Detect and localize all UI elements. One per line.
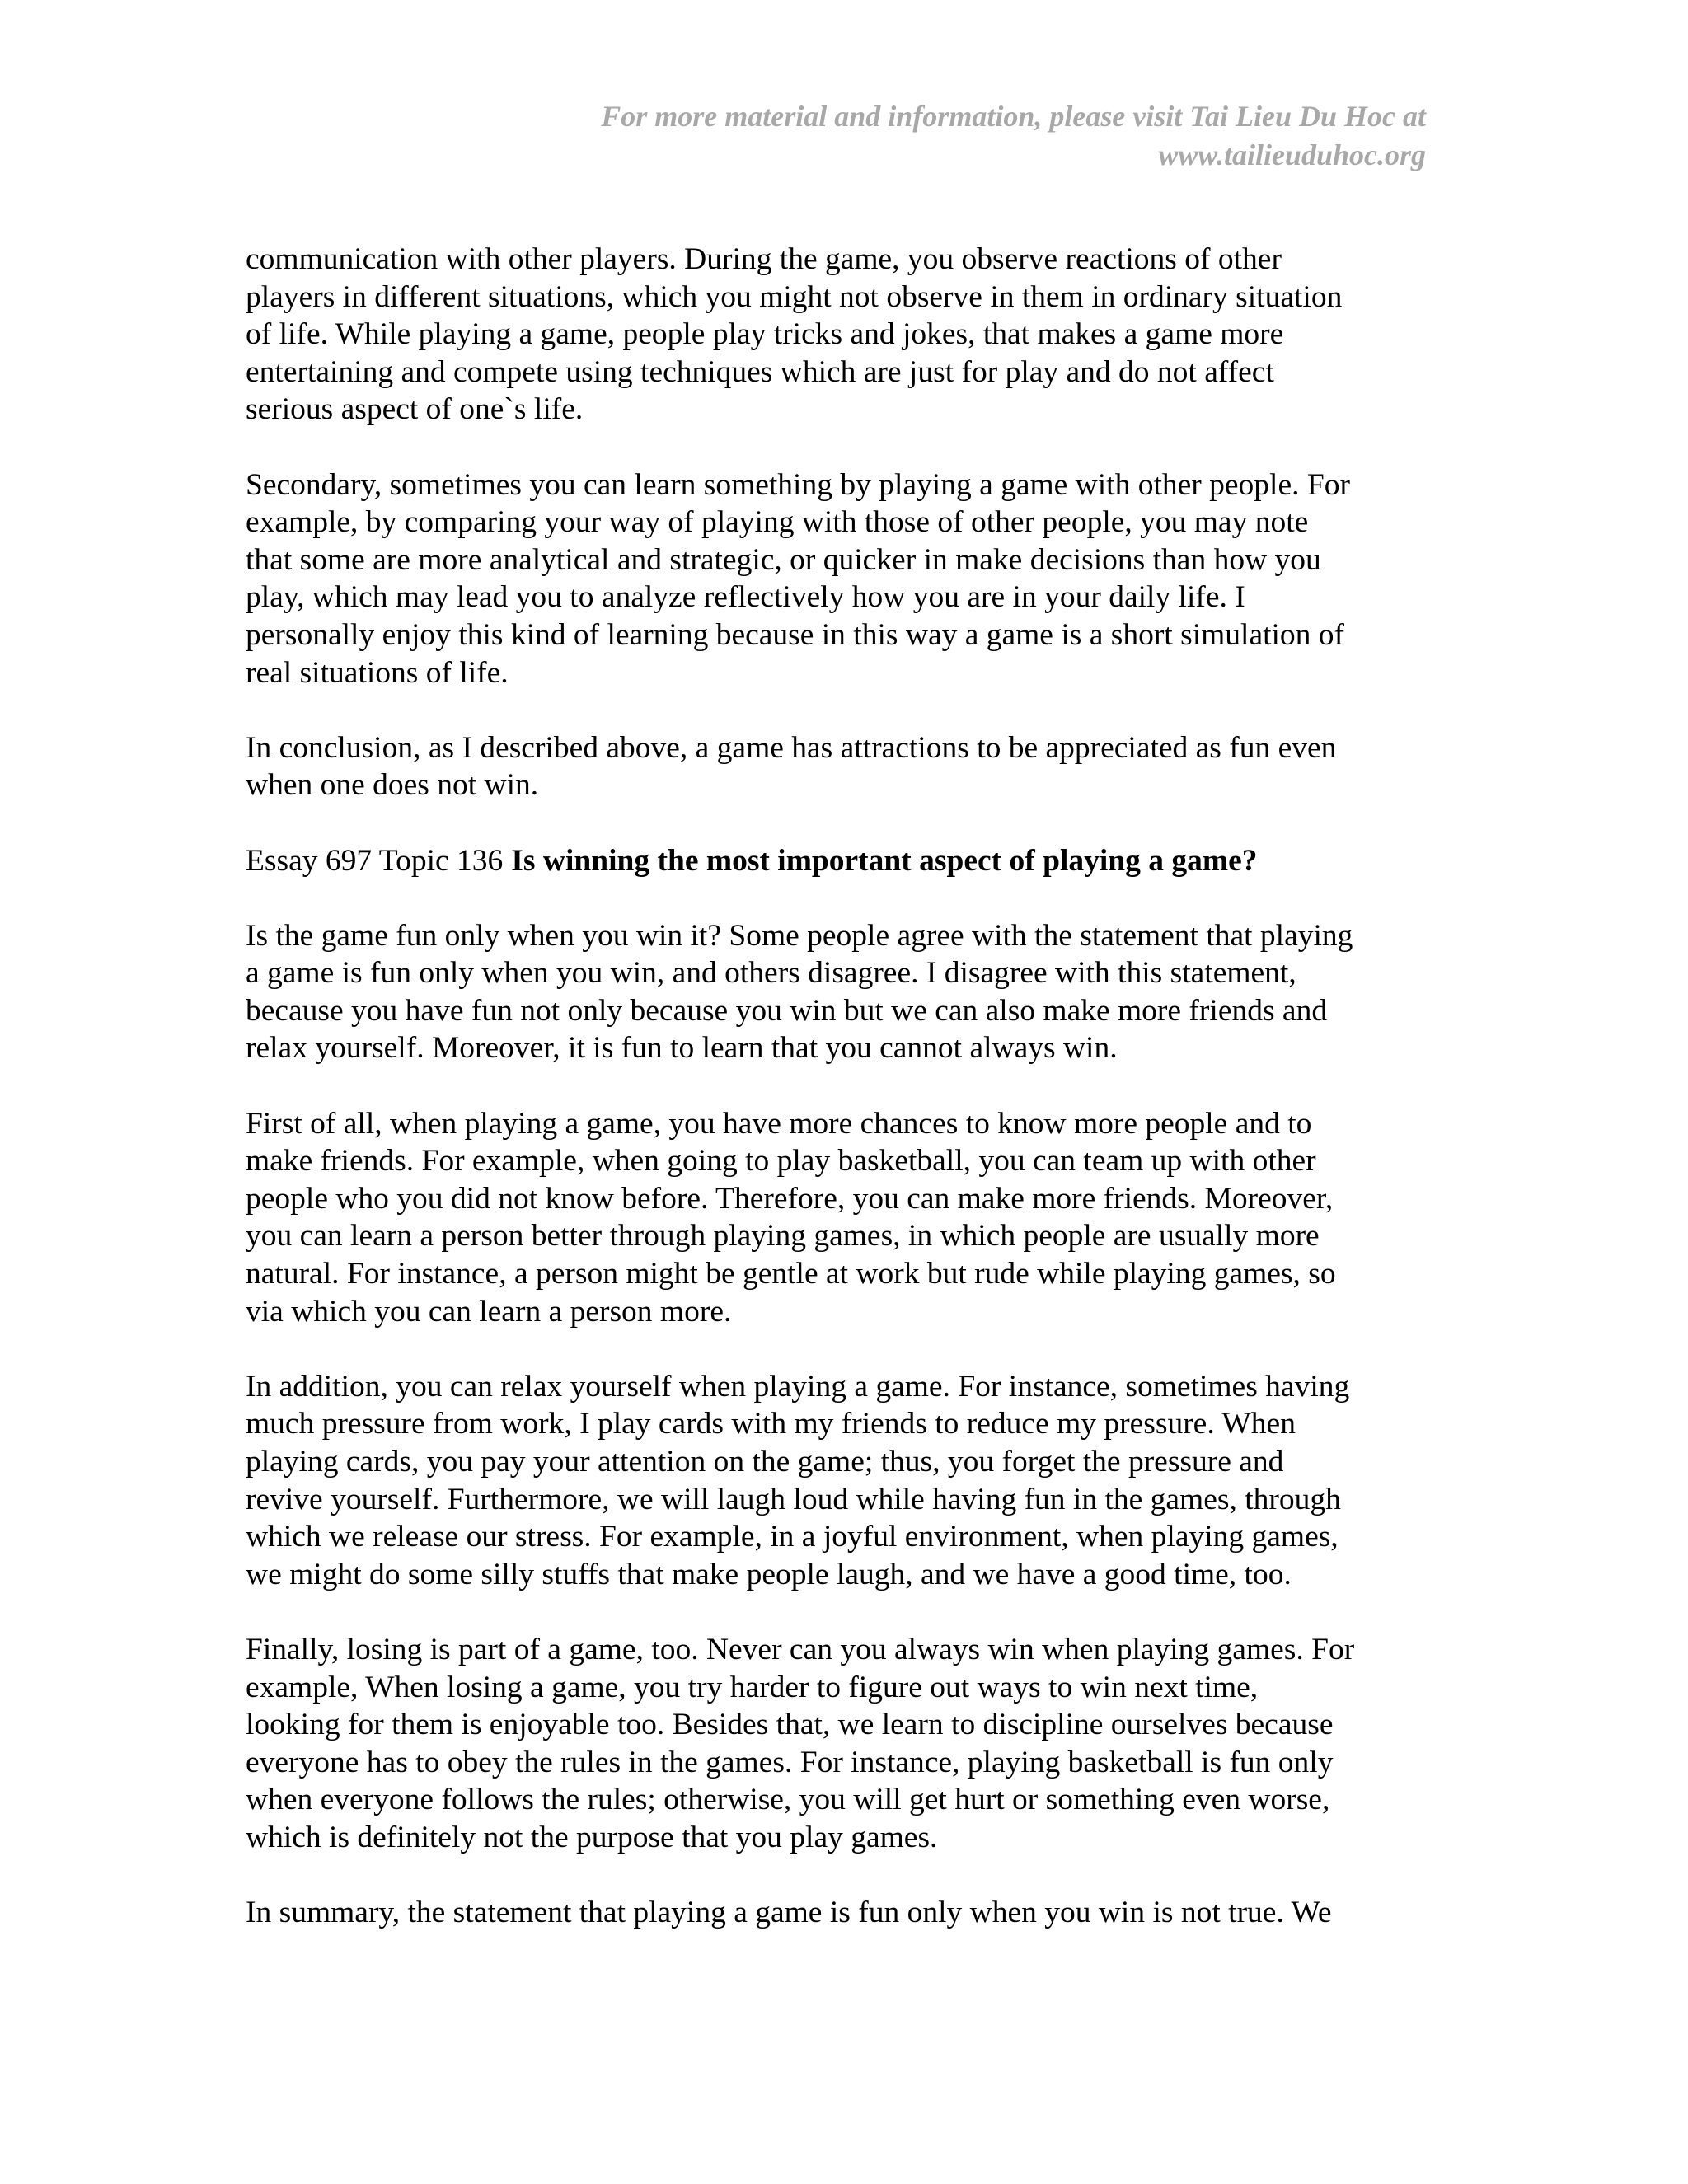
text-line: In addition, you can relax yourself when playing a game. For instance, sometimes having bbox=[246, 1369, 1350, 1404]
text-line: personally enjoy this kind of learning because in this way a game is a short simulation of bbox=[246, 617, 1345, 652]
paragraph bbox=[246, 241, 1432, 429]
text-line: play, which may lead you to analyze reflectively how you are in your daily life. I bbox=[246, 580, 1245, 615]
text-line: via which you can learn a person more. bbox=[246, 1294, 732, 1329]
text-line: serious aspect of one`s life. bbox=[246, 392, 584, 427]
text-line: because you have fun not only because you win but we can also make more friends and bbox=[246, 993, 1328, 1028]
page-header-note bbox=[272, 97, 1426, 175]
text-line: relax yourself. Moreover, it is fun to learn that you cannot always win. bbox=[246, 1031, 1118, 1066]
essay-topic-label: Essay 697 Topic 136 bbox=[246, 843, 504, 878]
paragraph bbox=[246, 1631, 1432, 1857]
text-line: a game is fun only when you win, and others disagree. I disagree with this statement, bbox=[246, 956, 1296, 991]
text-line: revive yourself. Furthermore, we will laugh loud while having fun in the games, through bbox=[246, 1482, 1341, 1516]
text-line: In summary, the statement that playing a game is fun only when you win is not true. We bbox=[246, 1896, 1332, 1930]
text-line: everyone has to obey the rules in the games. For instance, playing basketball is fun only bbox=[246, 1745, 1334, 1779]
text-line: playing cards, you pay your attention on the game; thus, you forget the pressure and bbox=[246, 1445, 1284, 1479]
text-line: Finally, losing is part of a game, too. Never can you always win when playing games. For bbox=[246, 1632, 1355, 1666]
text-line: we might do some silly stuffs that make people laugh, and we have a good time, too. bbox=[246, 1557, 1292, 1591]
paragraph bbox=[246, 466, 1432, 692]
text-line: example, When losing a game, you try harder to figure out ways to win next time, bbox=[246, 1670, 1259, 1704]
text-line: real situations of life. bbox=[246, 655, 509, 690]
text-line: when everyone follows the rules; otherwise, you will get hurt or something even worse, bbox=[246, 1783, 1330, 1817]
text-line: people who you did not know before. Therefore, you can make more friends. Moreover, bbox=[246, 1181, 1334, 1216]
text-line: Secondary, sometimes you can learn something by playing a game with other people. For bbox=[246, 467, 1350, 502]
text-line: natural. For instance, a person might be gentle at work but rude while playing games, so bbox=[246, 1257, 1336, 1291]
text-line: when one does not win. bbox=[246, 768, 539, 803]
header-line-2: www.tailieuduhoc.org bbox=[1158, 138, 1426, 171]
essay-question-title: Is winning the most important aspect of playing a game? bbox=[511, 843, 1258, 878]
text-line: you can learn a person better through playing games, in which people are usually more bbox=[246, 1219, 1320, 1254]
text-line: example, by comparing your way of playing with those of other people, you may note bbox=[246, 505, 1309, 540]
text-line: that some are more analytical and strategic, or quicker in make decisions than how you bbox=[246, 542, 1321, 577]
header-line-1: For more material and information, please visit Tai Lieu Du Hoc at bbox=[601, 100, 1426, 133]
paragraph bbox=[246, 1368, 1432, 1594]
text-line: First of all, when playing a game, you have more chances to know more people and to bbox=[246, 1106, 1312, 1141]
text-line: communication with other players. During the game, you observe reactions of other bbox=[246, 242, 1282, 276]
text-line: players in different situations, which you might not observe in them in ordinary situation bbox=[246, 279, 1343, 314]
text-line: looking for them is enjoyable too. Besides that, we learn to discipline ourselves because bbox=[246, 1708, 1334, 1742]
paragraph bbox=[246, 1105, 1432, 1331]
text-line: In conclusion, as I described above, a game has attractions to be appreciated as fun even bbox=[246, 730, 1337, 765]
paragraph bbox=[246, 1894, 1432, 1932]
essay-heading bbox=[246, 842, 1432, 880]
paragraph bbox=[246, 917, 1432, 1067]
text-line: Is the game fun only when you win it? Some people agree with the statement that playing bbox=[246, 918, 1353, 953]
document-body bbox=[246, 241, 1432, 1969]
text-line: which we release our stress. For example, in a joyful environment, when playing games, bbox=[246, 1520, 1339, 1554]
text-line: entertaining and compete using techniques which are just for play and do not affect bbox=[246, 354, 1274, 389]
text-line: which is definitely not the purpose that you play games. bbox=[246, 1820, 938, 1854]
text-line: make friends. For example, when going to play basketball, you can team up with other bbox=[246, 1144, 1316, 1179]
paragraph bbox=[246, 729, 1432, 804]
text-line: much pressure from work, I play cards with my friends to reduce my pressure. When bbox=[246, 1407, 1296, 1441]
text-line: of life. While playing a game, people play tricks and jokes, that makes a game more bbox=[246, 317, 1284, 352]
